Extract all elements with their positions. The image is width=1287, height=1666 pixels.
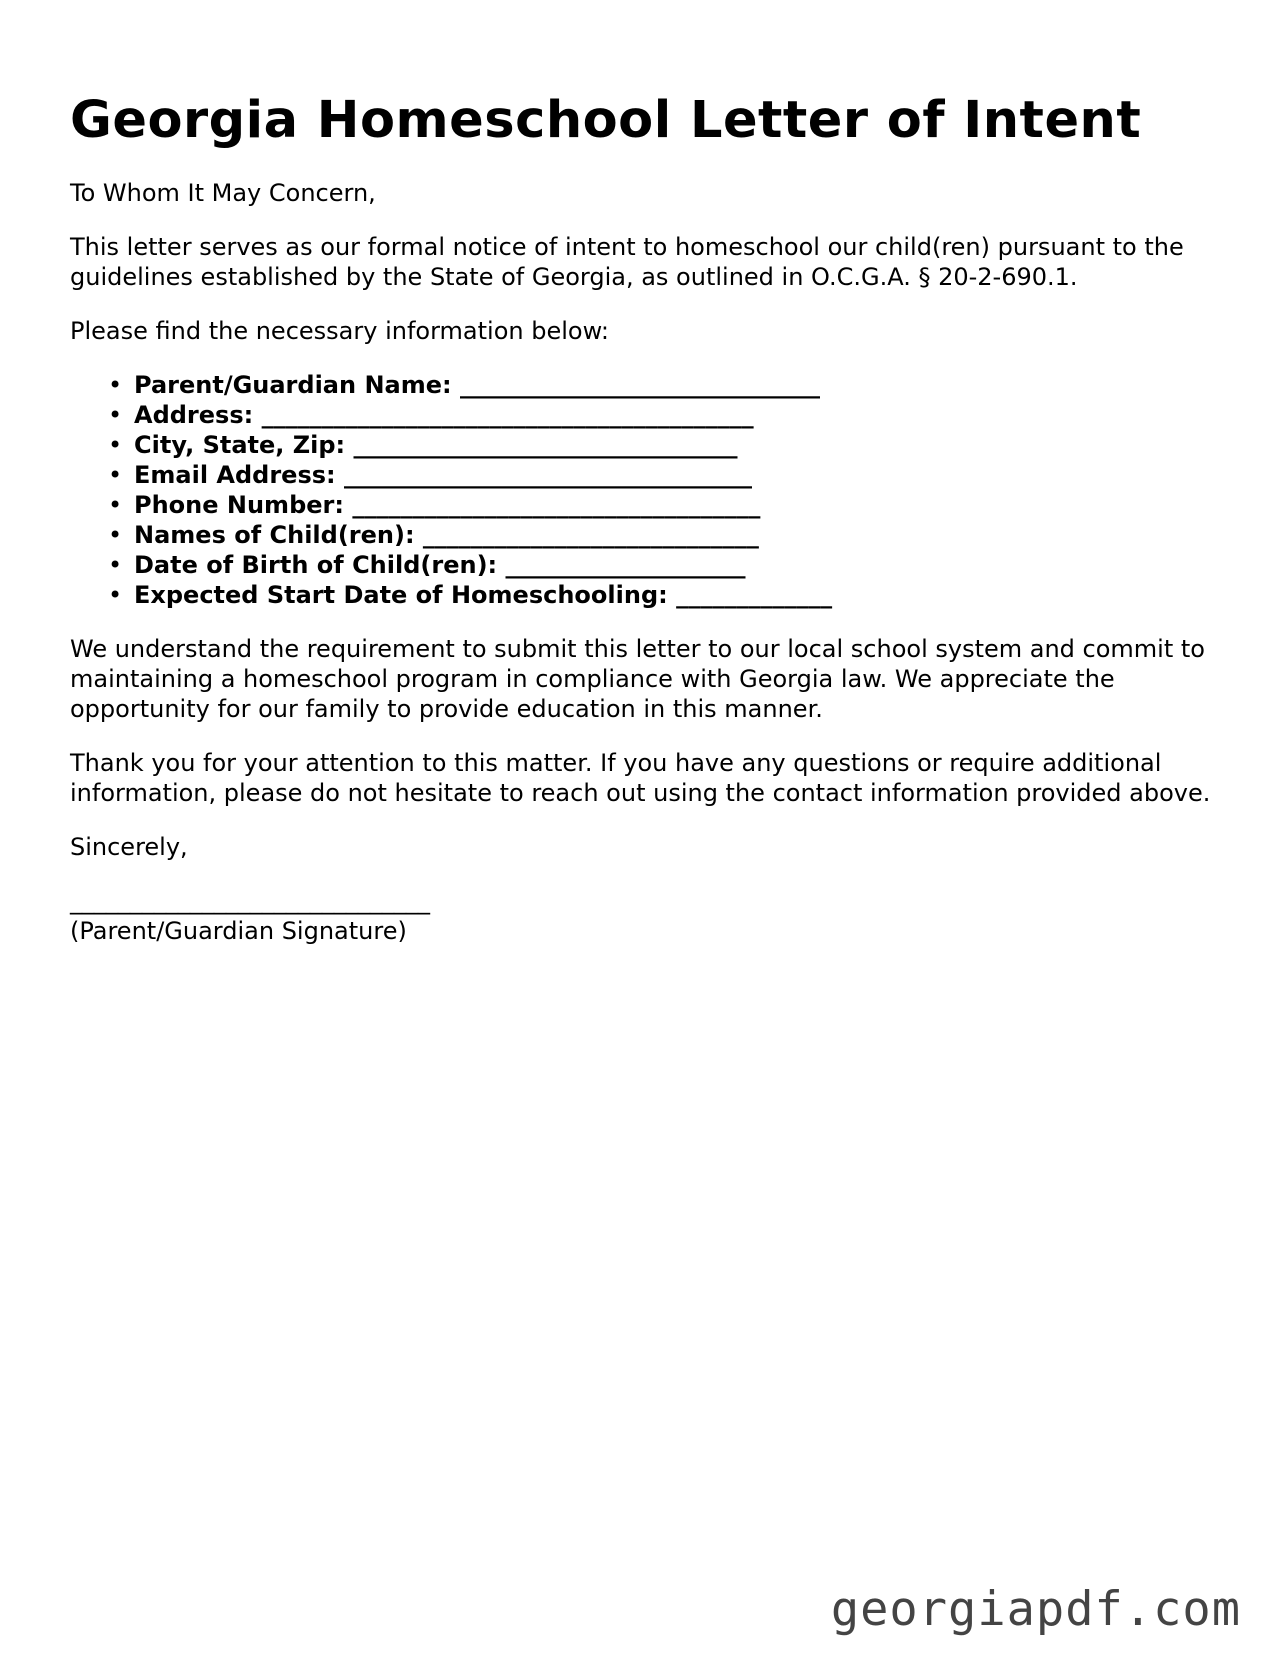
field-blank: __________________________________ <box>343 461 752 489</box>
field-label: Address: <box>134 401 254 429</box>
bullet-icon: • <box>108 491 123 519</box>
bullet-icon: • <box>108 401 123 429</box>
intro-paragraph: This letter serves as our formal notice of intent to homeschool our child(ren) pursuant to the guidelines established by the State of Georgia, as outlined in O.C.G.A. § 20-2-690.1. <box>70 233 1184 291</box>
field-label: Date of Birth of Child(ren): <box>134 551 498 579</box>
page-title: Georgia Homeschool Letter of Intent <box>70 91 1142 150</box>
bullet-icon: • <box>108 461 123 489</box>
signature-label: (Parent/Guardian Signature) <box>70 917 407 945</box>
understand-paragraph: We understand the requirement to submit this letter to our local school system and commit to maintaining a homeschool program in compliance with Georgia law. We appreciate the opportunity for our family to provide education in this manner. <box>70 635 1205 723</box>
closing: Sincerely, <box>70 833 188 861</box>
field-blank: _____________ <box>676 581 833 609</box>
bullet-icon: • <box>108 551 123 579</box>
field-label: Names of Child(ren): <box>134 521 415 549</box>
field-phone-number <box>108 490 1220 520</box>
field-blank: ____________________ <box>505 551 746 579</box>
field-label: Parent/Guardian Name: <box>134 371 452 399</box>
field-parent-guardian-name <box>108 370 1220 400</box>
signature-line: ______________________________ <box>70 887 430 915</box>
field-date-of-birth <box>108 550 1220 580</box>
letter-page <box>70 86 1220 946</box>
bullet-icon: • <box>108 581 123 609</box>
field-blank: __________________________________ <box>352 491 761 519</box>
field-address <box>108 400 1220 430</box>
bullet-icon: • <box>108 431 123 459</box>
watermark: georgiapdf.com <box>830 1582 1241 1637</box>
info-field-list <box>70 370 1220 610</box>
field-blank: ________________________________ <box>353 431 738 459</box>
field-city-state-zip <box>108 430 1220 460</box>
find-info-paragraph: Please find the necessary information below: <box>70 317 609 345</box>
field-label: Phone Number: <box>134 491 344 519</box>
bullet-icon: • <box>108 371 123 399</box>
greeting: To Whom It May Concern, <box>70 179 376 207</box>
field-label: City, State, Zip: <box>134 431 346 459</box>
field-email-address <box>108 460 1220 490</box>
field-blank: _________________________________________ <box>261 401 754 429</box>
bullet-icon: • <box>108 521 123 549</box>
thanks-paragraph: Thank you for your attention to this matter. If you have any questions or require additional information, please do not hesitate to reach out using the contact information provided above. <box>70 749 1211 807</box>
field-blank: ____________________________ <box>422 521 759 549</box>
field-label: Expected Start Date of Homeschooling: <box>134 581 668 609</box>
field-names-of-children <box>108 520 1220 550</box>
field-label: Email Address: <box>134 461 336 489</box>
field-blank: ______________________________ <box>459 371 820 399</box>
field-expected-start-date <box>108 580 1220 610</box>
